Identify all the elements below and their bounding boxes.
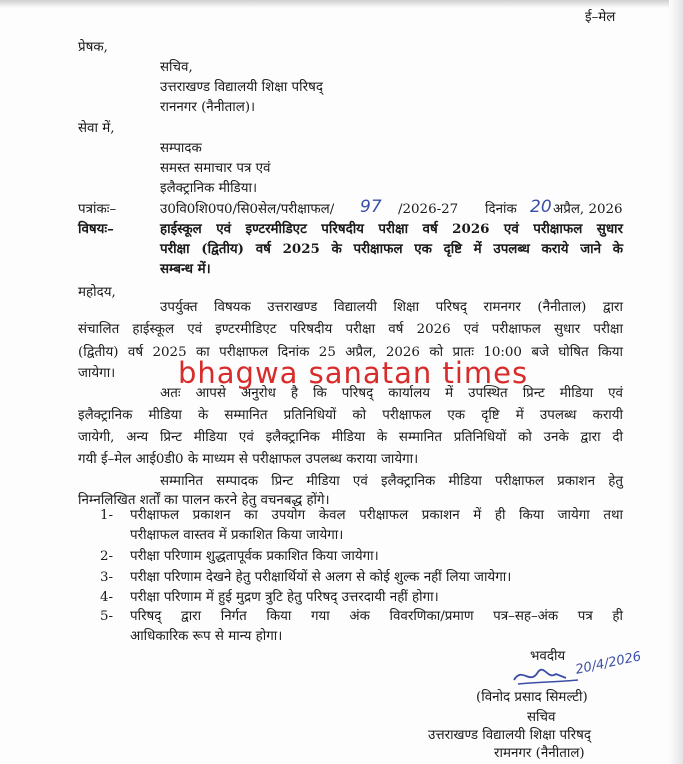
para2-line-2: इलैक्ट्रानिक मीडिया के सम्मानित प्रतिनिधियों को परीक्षाफल एक दृष्टि में उपलब्ध करायी bbox=[78, 408, 623, 423]
signatory-designation: सचिव bbox=[527, 710, 556, 725]
date-month-year: अप्रैल, 2026 bbox=[553, 202, 623, 217]
recipient-line-1: सम्पादक bbox=[160, 141, 202, 156]
condition-5-number: 5- bbox=[100, 609, 114, 624]
condition-3-text: परीक्षा परिणाम देखने हेतु परीक्षार्थियों से अलग से कोई शुल्क नहीं लिया जायेगा। bbox=[130, 570, 512, 585]
signatory-location: रामनगर (नैनीताल) bbox=[494, 746, 585, 761]
para2-line-4: गयी ई–मेल आई0डी0 के माध्यम से परीक्षाफल उपलब्ध कराया जायेगा। bbox=[78, 452, 419, 467]
date-label: दिनांक bbox=[485, 202, 517, 217]
letter-number-prefix: उ0वि0शि0प0/सि0सेल/परीक्षाफल/ bbox=[160, 202, 335, 217]
handwritten-signature-date: 20/4/2026 bbox=[574, 649, 643, 678]
para1-line-4: जायेगा। bbox=[78, 366, 116, 381]
condition-5-line-2: आधिकारिक रूप से मान्य होगा। bbox=[130, 629, 283, 644]
closing: भवदीय bbox=[530, 649, 566, 664]
sender-heading: प्रेषक, bbox=[78, 40, 108, 55]
subject-line-3: सम्बन्ध में। bbox=[160, 261, 211, 277]
condition-2-text: परीक्षा परिणाम शुद्धतापूर्वक प्रकाशित किया जायेगा। bbox=[130, 549, 379, 564]
para2-line-1: अतः आपसे अनुरोध है कि परिषद् कार्यालय में उपस्थित प्रिन्ट मीडिया एवं bbox=[160, 386, 623, 401]
handwritten-date-day: 20 bbox=[530, 197, 552, 217]
sender-line-3: राननगर (नैनीताल)। bbox=[160, 100, 256, 115]
sender-line-1: सचिव, bbox=[160, 60, 193, 75]
sender-line-2: उत्तराखण्ड विद्यालयी शिक्षा परिषद् bbox=[160, 80, 323, 95]
para1-line-1: उपर्युक्त विषयक उत्तराखण्ड विद्यालयी शिक्षा परिषद् रामनगर (नैनीताल) द्वारा bbox=[160, 300, 623, 315]
subject-line-2: परीक्षा (द्वितीय) वर्ष 2025 के परीक्षाफल एक दृष्टि में उपलब्ध कराये जाने के bbox=[160, 241, 623, 257]
recipient-line-3: इलैक्ट्रानिक मीडिया। bbox=[160, 181, 258, 196]
condition-1-line-1: परीक्षाफल प्रकाशन का उपयोग केवल परीक्षाफल प्रकाशन में ही किया जायेगा तथा bbox=[130, 508, 623, 523]
subject-label: विषयः– bbox=[78, 221, 114, 237]
para1-line-2: संचालित हाईस्कूल एवं इण्टरमीडिएट परिषदीय परीक्षा वर्ष 2026 एवं परीक्षाफल सुधार परीक्षा bbox=[78, 322, 623, 337]
subject-line-1: हाईस्कूल एवं इण्टरमीडिएट परिषदीय परीक्षा वर्ष 2026 एवं परीक्षाफल सुधार bbox=[160, 221, 623, 237]
condition-2-number: 2- bbox=[100, 549, 114, 564]
recipient-line-2: समस्त समाचार पत्र एवं bbox=[160, 161, 271, 176]
signatory-name: (विनोद प्रसाद सिमल्टी) bbox=[476, 690, 588, 705]
salutation: महोदय, bbox=[78, 285, 116, 300]
condition-1-line-2: परीक्षाफल वास्तव में प्रकाशित किया जायेगा। bbox=[130, 528, 344, 543]
para2-line-3: जायेगी, अन्य प्रिन्ट मीडिया एवं इलैक्ट्रानिक मीडिया के सम्मानित प्रतिनिधियों को उनके द्वारा दी bbox=[78, 430, 623, 445]
condition-1-number: 1- bbox=[100, 508, 114, 523]
condition-4-number: 4- bbox=[100, 590, 114, 605]
para1-line-3: (द्वितीय) वर्ष 2025 का परीक्षाफल दिनांक 25 अप्रैल, 2026 को प्रातः 10:00 बजे घोषित किया bbox=[78, 345, 623, 360]
para3-line-1: सम्मानित सम्पादक प्रिन्ट मीडिया एवं इलैक्ट्रानिक मीडिया परीक्षाफल प्रकाशन हेतु bbox=[160, 474, 623, 489]
scan-shadow-right bbox=[669, 0, 683, 764]
signatory-office: उत्तराखण्ड विद्यालयी शिक्षा परिषद् bbox=[428, 728, 591, 743]
condition-5-line-1: परिषद् द्वारा निर्गत किया गया अंक विवरणिका/प्रमाण पत्र–सह–अंक पत्र ही bbox=[130, 609, 623, 624]
recipient-heading: सेवा में, bbox=[78, 121, 115, 136]
email-mark: ई–मेल bbox=[585, 10, 616, 25]
handwritten-letter-number: 97 bbox=[360, 197, 382, 217]
letter-number-label: पत्रांकः– bbox=[78, 202, 117, 217]
letter-session: /2026-27 bbox=[398, 202, 459, 217]
condition-4-text: परीक्षा परिणाम में हुई मुद्रण त्रुटि हेतु परिषद् उत्तरदायी नहीं होगा। bbox=[130, 590, 439, 605]
watermark-text: bhagwa sanatan times bbox=[178, 356, 529, 390]
para3-line-2: निम्नलिखित शर्तों का पालन करने हेतु वचनबद्ध होंगे। bbox=[78, 493, 330, 508]
scan-shadow-top bbox=[0, 0, 683, 8]
condition-3-number: 3- bbox=[100, 570, 114, 585]
